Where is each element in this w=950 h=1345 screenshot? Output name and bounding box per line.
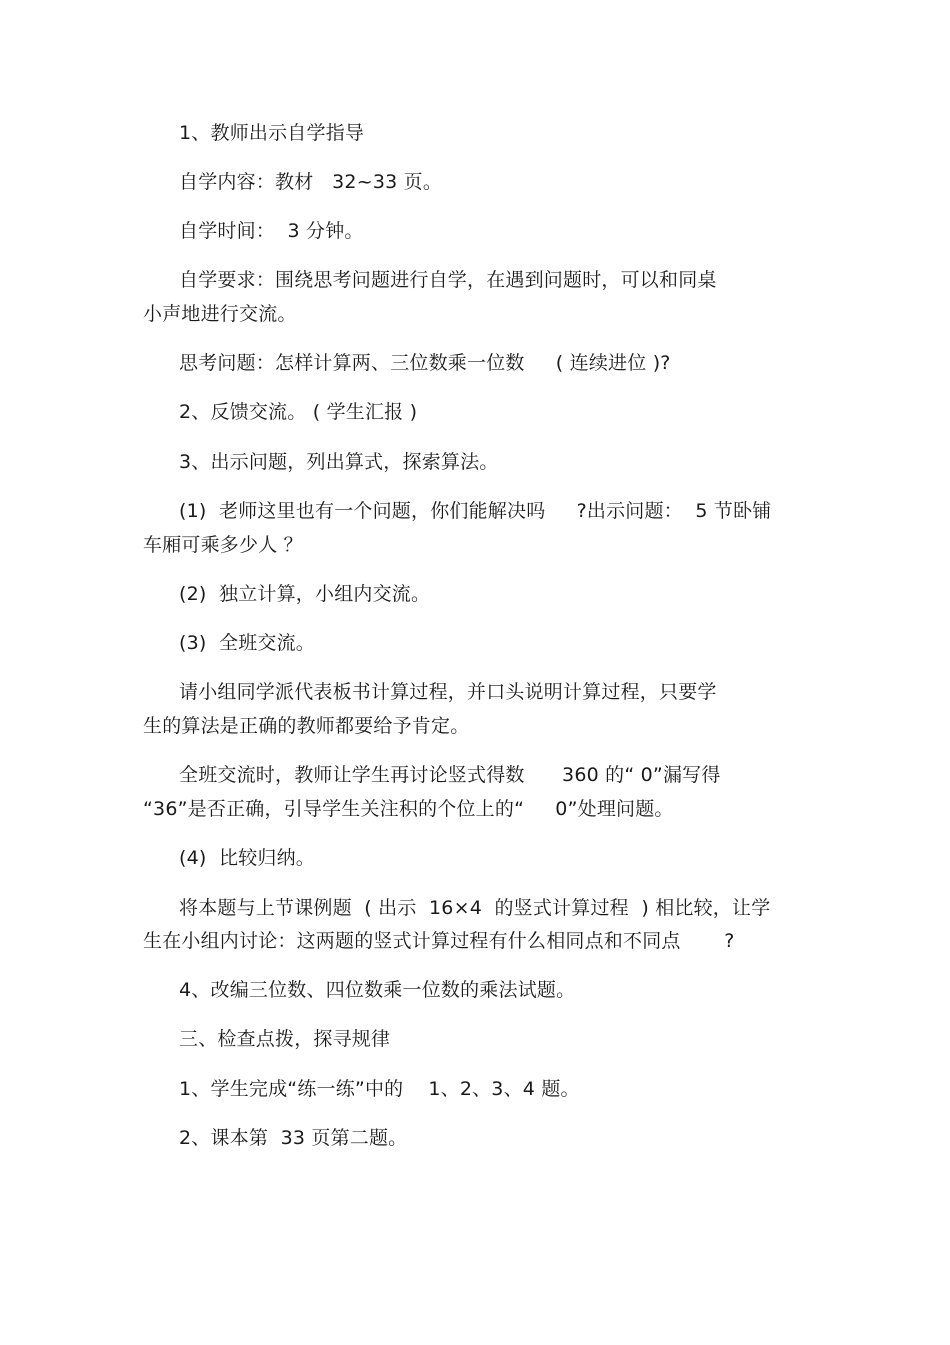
text-line: 生在小组内讨论：这两题的竖式计算过程有什么相同点和不同点 ?: [143, 930, 735, 952]
text-line: 将本题与上节课例题 ( 出示 16×4 的竖式计算过程 ) 相比较，让学: [179, 897, 771, 919]
text-line: 自学内容：教材 32~33 页。: [179, 171, 443, 193]
text-line: 车厢可乘多少人 ？: [143, 534, 303, 556]
text-line: (2) 独立计算，小组内交流。: [179, 583, 431, 605]
text-line: 小声地进行交流。: [143, 303, 297, 325]
text-line: 2、反馈交流。 ( 学生汇报 ): [179, 401, 418, 423]
text-line: (4) 比较归纳。: [179, 847, 315, 869]
text-line: (3) 全班交流。: [179, 632, 315, 654]
text-line: 3、出示问题，列出算式，探索算法。: [179, 451, 499, 473]
text-line: 4、改编三位数、四位数乘一位数的乘法试题。: [179, 979, 576, 1001]
text-line: 全班交流时，教师让学生再讨论竖式得数 360 的“ 0”漏写得: [179, 764, 721, 786]
text-line: 三、检查点拨，探寻规律: [179, 1028, 391, 1050]
text-line: 2、课本第 33 页第二题。: [179, 1127, 408, 1149]
text-line: 请小组同学派代表板书计算过程，并口头说明计算过程，只要学: [179, 681, 717, 703]
text-line: 自学时间： 3 分钟。: [179, 220, 364, 242]
text-line: 思考问题：怎样计算两、三位数乘一位数 ( 连续进位 )?: [179, 352, 671, 374]
text-line: 自学要求：围绕思考问题进行自学，在遇到问题时，可以和同桌: [179, 269, 717, 291]
text-line: “36”是否正确，引导学生关注积的个位上的“ 0”处理问题。: [143, 798, 674, 820]
text-line: 1、教师出示自学指导: [179, 122, 365, 144]
text-line: (1) 老师这里也有一个问题，你们能解决吗 ?出示问题： 5 节卧铺: [179, 500, 772, 522]
text-line: 生的算法是正确的教师都要给予肯定。: [143, 715, 470, 737]
text-line: 1、学生完成“练一练”中的 1、2、3、4 题。: [179, 1078, 580, 1100]
